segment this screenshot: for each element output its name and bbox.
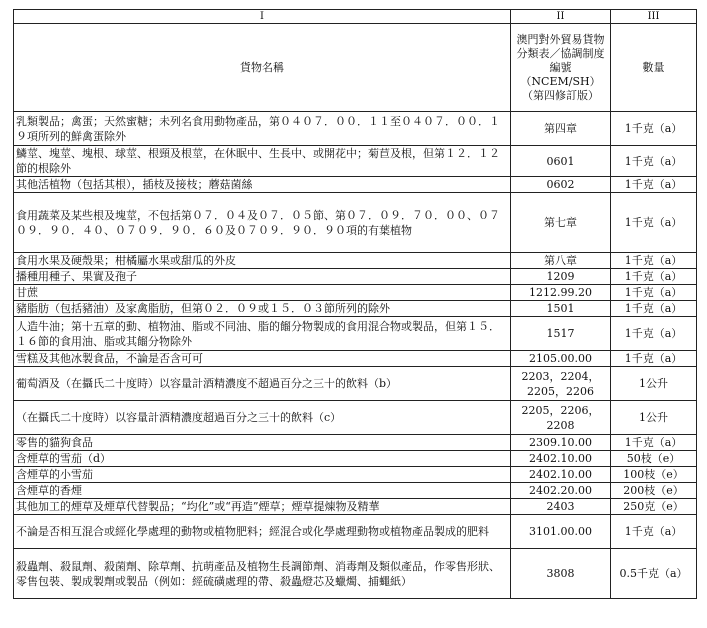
ncem-code-cell: 2105.00.00	[511, 351, 611, 367]
column-number-row	[14, 10, 697, 24]
table-row	[14, 467, 697, 483]
table-row	[14, 367, 697, 401]
goods-name-cell: 鱗莖、塊莖、塊根、球莖、根頸及根莖，在休眠中、生長中、或開花中；菊苣及根，但第１２．１２節的根除外	[14, 146, 511, 177]
table-row	[14, 515, 697, 549]
table-row	[14, 301, 697, 317]
table-row	[14, 193, 697, 253]
quantity-cell: 1千克（a）	[611, 515, 697, 549]
ncem-code-cell: 3808	[511, 549, 611, 599]
table-row	[14, 435, 697, 451]
table-row	[14, 483, 697, 499]
header-quantity: 數量	[611, 24, 697, 112]
column-number-3: III	[611, 10, 697, 24]
ncem-code-cell: 0601	[511, 146, 611, 177]
table-row	[14, 401, 697, 435]
quantity-cell: 1千克（a）	[611, 435, 697, 451]
ncem-code-cell: 3101.00.00	[511, 515, 611, 549]
ncem-code-cell: 第八章	[511, 253, 611, 269]
goods-name-cell: 不論是否相互混合或經化學處理的動物或植物肥料；經混合或化學處理動物或植物產品製成的肥料	[14, 515, 511, 549]
table-row	[14, 112, 697, 146]
table-row	[14, 351, 697, 367]
goods-name-cell: 播種用種子、果實及孢子	[14, 269, 511, 285]
quantity-cell: 100枝（e）	[611, 467, 697, 483]
table-row	[14, 177, 697, 193]
quantity-cell: 1千克（a）	[611, 301, 697, 317]
header-row	[14, 24, 697, 112]
ncem-code-cell: 2309.10.00	[511, 435, 611, 451]
ncem-code-cell: 2402.10.00	[511, 451, 611, 467]
column-number-1: I	[14, 10, 511, 24]
quantity-cell: 1公升	[611, 367, 697, 401]
table-row	[14, 451, 697, 467]
table-row	[14, 549, 697, 599]
quantity-cell: 50枝（e）	[611, 451, 697, 467]
ncem-code-cell: 2402.10.00	[511, 467, 611, 483]
ncem-code-cell: 1212.99.20	[511, 285, 611, 301]
quantity-cell: 250克（e）	[611, 499, 697, 515]
ncem-code-cell: 2403	[511, 499, 611, 515]
quantity-cell: 1千克（a）	[611, 193, 697, 253]
goods-name-cell: 乳類製品；禽蛋；天然蜜糖；未列名食用動物產品，第０４０７．００．１１至０４０７．００．１９項所列的鮮禽蛋除外	[14, 112, 511, 146]
goods-name-cell: 食用蔬菜及某些根及塊莖，不包括第０７．０４及０７．０５節、第０７．０９．７０．００、０７０９．９０．４０、０７０９．９０．６０及０７０９．９０．９０項的有葉植物	[14, 193, 511, 253]
quantity-cell: 200枝（e）	[611, 483, 697, 499]
goods-name-cell: 其他加工的煙草及煙草代替製品；“均化”或“再造”煙草；煙草提煉物及精華	[14, 499, 511, 515]
goods-name-cell: 人造牛油；第十五章的動、植物油、脂或不同油、脂的餾分物製成的食用混合物或製品，但第１５．１６節的食用油、脂或其餾分物除外	[14, 317, 511, 351]
quantity-cell: 1千克（a）	[611, 112, 697, 146]
quantity-cell: 1千克（a）	[611, 253, 697, 269]
ncem-code-cell: 0602	[511, 177, 611, 193]
ncem-code-cell: 2203，2204，2205，2206	[511, 367, 611, 401]
table-row	[14, 499, 697, 515]
quantity-cell: 1千克（a）	[611, 269, 697, 285]
quantity-cell: 1公升	[611, 401, 697, 435]
table-row	[14, 317, 697, 351]
goods-name-cell: 含煙草的小雪茄	[14, 467, 511, 483]
quantity-cell: 1千克（a）	[611, 177, 697, 193]
table-row	[14, 146, 697, 177]
goods-name-cell: 含煙草的雪茄（d）	[14, 451, 511, 467]
goods-name-cell: （在攝氏二十度時）以容量計酒精濃度超過百分之三十的飲料（c）	[14, 401, 511, 435]
quantity-cell: 1千克（a）	[611, 351, 697, 367]
goods-name-cell: 含煙草的香煙	[14, 483, 511, 499]
ncem-code-cell: 1501	[511, 301, 611, 317]
quantity-cell: 1千克（a）	[611, 146, 697, 177]
table-row	[14, 285, 697, 301]
ncem-code-cell: 1209	[511, 269, 611, 285]
table-row	[14, 269, 697, 285]
goods-name-cell: 葡萄酒及（在攝氏二十度時）以容量計酒精濃度不超過百分之三十的飲料（b）	[14, 367, 511, 401]
header-goods-name: 貨物名稱	[14, 24, 511, 112]
quantity-cell: 1千克（a）	[611, 317, 697, 351]
goods-name-cell: 其他活植物（包括其根），插枝及接枝；蘑菇菌絲	[14, 177, 511, 193]
ncem-code-cell: 第七章	[511, 193, 611, 253]
ncem-code-cell: 1517	[511, 317, 611, 351]
goods-name-cell: 食用水果及硬殼果；柑橘屬水果或甜瓜的外皮	[14, 253, 511, 269]
goods-name-cell: 雪糕及其他冰製食品，不論是否含可可	[14, 351, 511, 367]
goods-name-cell: 殺蟲劑、殺鼠劑、殺菌劑、除草劑、抗萌產品及植物生長調節劑、消毒劑及類似產品，作零售形狀、零售包裝、製成製劑或製品（例如：經硫磺處理的帶、殺蟲燈芯及蠟燭、捕蠅紙）	[14, 549, 511, 599]
goods-table	[13, 9, 697, 599]
goods-name-cell: 零售的貓狗食品	[14, 435, 511, 451]
goods-name-cell: 甘蔗	[14, 285, 511, 301]
ncem-code-cell: 第四章	[511, 112, 611, 146]
ncem-code-cell: 2205，2206，2208	[511, 401, 611, 435]
ncem-code-cell: 2402.20.00	[511, 483, 611, 499]
goods-name-cell: 豬脂肪（包括豬油）及家禽脂肪，但第０２．０９或１５．０３節所列的除外	[14, 301, 511, 317]
table-row	[14, 253, 697, 269]
header-ncem-code: 澳門對外貿易貨物分類表／協調制度編號（NCEM/SH）（第四修訂版）	[511, 24, 611, 112]
column-number-2: II	[511, 10, 611, 24]
quantity-cell: 1千克（a）	[611, 285, 697, 301]
quantity-cell: 0.5千克（a）	[611, 549, 697, 599]
